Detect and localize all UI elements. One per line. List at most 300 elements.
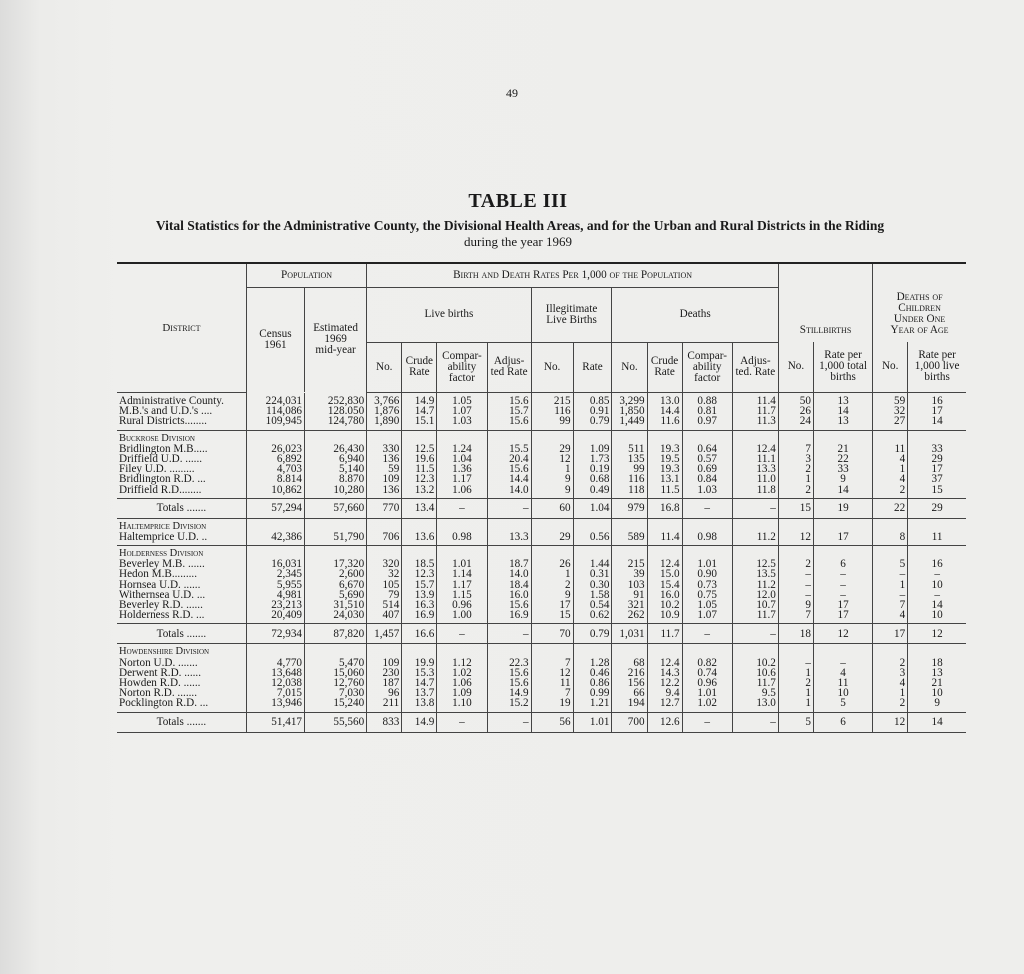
table-cell: 14.7 <box>414 404 435 417</box>
table-cell: 96 <box>388 687 400 700</box>
table-cell: 5,690 <box>339 588 365 601</box>
table-cell: 12.2 <box>660 676 680 689</box>
header-estimated: Estimated 1969 mid-year <box>305 287 367 392</box>
totals-cell: – <box>732 498 778 518</box>
table-cell: – <box>805 578 811 591</box>
table-cell: 20.4 <box>509 452 529 465</box>
table-cell: 15.0 <box>660 568 680 581</box>
table-cell: 15.5 <box>509 442 529 455</box>
table-cell: 20,409 <box>271 609 303 622</box>
value-cell <box>531 644 573 712</box>
table-cell: 16 <box>931 558 943 571</box>
table-cell: 12.7 <box>660 697 680 710</box>
table-cell: 7 <box>805 442 811 455</box>
table-cell: 27 <box>894 414 906 427</box>
table-cell: 11 <box>559 676 571 689</box>
district-cell <box>117 430 246 498</box>
table-cell: 1 <box>899 578 906 591</box>
table-cell: 0.99 <box>589 687 610 700</box>
totals-cell: 1,457 <box>367 624 402 644</box>
table-cell: 12.3 <box>414 568 435 581</box>
table-cell: 24 <box>799 414 811 427</box>
section-block <box>117 644 966 712</box>
value-cell <box>487 393 531 431</box>
table-cell: 12.0 <box>756 588 776 601</box>
table-cell: 11.8 <box>756 483 776 496</box>
value-cell <box>682 518 732 545</box>
totals-cell: 87,820 <box>305 624 367 644</box>
header-child-deaths: Deaths of Children Under One Year of Age <box>873 263 966 342</box>
section-block <box>117 518 966 545</box>
table-cell: 1.12 <box>452 656 472 669</box>
vital-statistics-table <box>117 262 966 733</box>
table-cell: – <box>899 568 906 581</box>
district-name: Filey U.D. ......... <box>119 463 195 476</box>
table-cell: 29 <box>931 452 943 465</box>
table-cell: 8.814 <box>276 473 303 486</box>
table-cell: 224,031 <box>265 394 303 407</box>
table-cell: 0.98 <box>697 530 717 543</box>
section-block <box>117 393 966 431</box>
table-cell: 1.17 <box>452 578 472 591</box>
totals-cell: 1.01 <box>573 712 612 732</box>
table-cell: 14.7 <box>414 676 435 689</box>
value-cell <box>402 644 437 712</box>
table-cell: 26,430 <box>333 442 365 455</box>
value-cell <box>305 393 367 431</box>
header-il-rate: Rate <box>573 342 612 392</box>
totals-cell: – <box>732 624 778 644</box>
district-cell <box>117 644 246 712</box>
table-cell: – <box>840 656 846 669</box>
table-cell: 6 <box>840 558 846 571</box>
header-population: Population <box>246 263 366 287</box>
table-cell: 194 <box>627 697 645 710</box>
table-cell: – <box>840 588 846 601</box>
district-name: Norton R.D. ....... <box>119 687 198 700</box>
value-cell <box>778 430 813 498</box>
table-cell: 0.54 <box>589 599 610 611</box>
table-cell: 1,850 <box>619 404 645 417</box>
table-cell: 1.05 <box>452 394 472 407</box>
table-cell: 19.9 <box>414 656 435 669</box>
header-census: Census 1961 <box>246 287 304 392</box>
totals-cell: 55,560 <box>305 712 367 732</box>
value-cell <box>573 430 612 498</box>
table-cell: 21 <box>837 442 849 455</box>
table-cell: 33 <box>837 463 849 476</box>
totals-cell: 22 <box>873 498 908 518</box>
totals-cell: 833 <box>367 712 402 732</box>
table-cell: 59 <box>388 463 400 476</box>
table-cell: 22 <box>837 452 849 465</box>
table-cell: – <box>840 578 846 591</box>
header-live-births: Live births <box>367 287 531 342</box>
value-cell <box>487 430 531 498</box>
table-cell: 1.36 <box>452 463 472 476</box>
totals-cell: 57,660 <box>305 498 367 518</box>
value-cell <box>647 430 682 498</box>
value-cell <box>246 546 304 624</box>
division-heading: Howdenshire Division <box>119 646 210 658</box>
value-cell <box>402 546 437 624</box>
table-cell: 1 <box>899 463 906 476</box>
table-cell: 5,955 <box>276 578 303 591</box>
table-cell: 16.0 <box>509 588 529 601</box>
table-cell: 12.3 <box>414 473 435 486</box>
section-block <box>117 546 966 624</box>
table-cell: 0.49 <box>589 483 610 496</box>
table-cell: 128.050 <box>327 404 365 417</box>
value-cell <box>732 644 778 712</box>
table-cell: 15.3 <box>414 666 435 679</box>
header-rates: Birth and Death Rates Per 1,000 of the Population <box>367 263 779 287</box>
district-name: Beverley R.D. ...... <box>119 599 203 611</box>
division-heading: Haltemprice Division <box>119 520 207 532</box>
table-cell: 9 <box>565 483 571 496</box>
table-cell: 14.0 <box>509 483 529 496</box>
table-cell: – <box>840 568 846 581</box>
value-cell <box>778 518 813 545</box>
table-cell: 13.3 <box>756 463 776 476</box>
totals-cell: 72,934 <box>246 624 304 644</box>
table-cell: 12.4 <box>660 656 680 669</box>
table-cell: 156 <box>627 676 645 689</box>
district-name: Administrative County. <box>119 395 224 407</box>
table-cell: 18.7 <box>509 558 529 571</box>
table-cell: 0.86 <box>589 676 610 689</box>
table-cell: 13 <box>931 666 943 679</box>
table-cell: 3 <box>805 452 811 465</box>
table-cell: 15.1 <box>414 414 435 427</box>
totals-cell: 14.9 <box>402 712 437 732</box>
table-cell: 2 <box>805 463 811 476</box>
table-cell: 1.02 <box>452 666 472 679</box>
table-cell: 0.31 <box>589 568 610 581</box>
value-cell <box>367 430 402 498</box>
value-cell <box>682 644 732 712</box>
table-cell: 13.5 <box>756 568 776 581</box>
table-cell: 13.1 <box>660 473 680 486</box>
totals-cell: 14 <box>908 712 966 732</box>
table-cell: 15.6 <box>509 666 529 679</box>
table-cell: 4 <box>899 452 906 465</box>
table-cell: 1.24 <box>452 442 472 455</box>
table-cell: 1 <box>805 687 811 700</box>
header-lb-adjusted: Adjus- ted Rate <box>487 342 531 392</box>
page-number: 49 <box>506 86 518 100</box>
table-cell: 99 <box>633 463 645 476</box>
table-cell: 1.03 <box>697 483 717 496</box>
table-cell: 1.05 <box>697 599 717 611</box>
table-cell: 105 <box>382 578 400 591</box>
table-cell: 2 <box>805 676 811 689</box>
table-cell: 11.5 <box>415 463 435 476</box>
totals-label: Totals ....... <box>117 712 246 732</box>
table-cell: 2 <box>899 483 906 496</box>
table-cell: 330 <box>382 442 400 455</box>
header-district: District <box>117 263 246 392</box>
table-cell: 4,703 <box>276 463 303 476</box>
totals-cell: 18 <box>778 624 813 644</box>
table-cell: 1.44 <box>589 558 610 571</box>
table-cell: 13.2 <box>414 483 435 496</box>
district-name: Haltemprice U.D. .. <box>119 530 208 543</box>
district-name: Bridlington M.B..... <box>119 442 208 455</box>
table-cell: 706 <box>382 530 400 543</box>
table-cell: 2,345 <box>276 568 303 581</box>
table-cell: 15.7 <box>414 578 435 591</box>
table-cell: 2 <box>565 578 571 591</box>
table-cell: 4 <box>899 609 906 622</box>
table-subtitle-period: during the year 1969 <box>464 234 572 249</box>
table-cell: 1.58 <box>589 588 610 601</box>
district-name: Withernsea U.D. ... <box>119 588 206 601</box>
value-cell <box>682 430 732 498</box>
table-cell: 12,760 <box>333 676 365 689</box>
table-cell: 215 <box>627 558 645 571</box>
table-cell: 16.3 <box>414 599 435 611</box>
header-lb-no: No. <box>367 342 402 392</box>
table-cell: 1.06 <box>452 676 472 689</box>
table-cell: 10.2 <box>660 599 680 611</box>
value-cell <box>873 546 908 624</box>
table-cell: 1,449 <box>619 414 645 427</box>
table-cell: 0.85 <box>589 394 610 407</box>
table-cell: 1.17 <box>452 473 472 486</box>
value-cell <box>813 430 872 498</box>
table-cell: 68 <box>633 656 645 669</box>
value-cell <box>908 430 966 498</box>
totals-cell: 57,294 <box>246 498 304 518</box>
totals-cell: 17 <box>873 624 908 644</box>
district-name: Rural Districts........ <box>119 415 207 428</box>
table-cell: 29 <box>559 530 571 543</box>
table-cell: 1.07 <box>697 609 717 622</box>
value-cell <box>487 546 531 624</box>
table-cell: 11.6 <box>660 414 680 427</box>
table-cell: 15.6 <box>509 676 529 689</box>
table-cell: 0.69 <box>697 463 717 476</box>
table-cell: 1.01 <box>697 558 717 571</box>
totals-label: Totals ....... <box>117 498 246 518</box>
table-cell: 10.2 <box>756 656 776 669</box>
table-cell: 16,031 <box>271 558 303 571</box>
header-d-comparability: Compar- ability factor <box>682 342 732 392</box>
table-cell: 23,213 <box>271 599 303 611</box>
value-cell <box>647 546 682 624</box>
totals-cell: 11.7 <box>647 624 682 644</box>
table-cell: 5,470 <box>339 656 365 669</box>
table-cell: 116 <box>554 404 571 417</box>
table-cell: 17,320 <box>333 558 365 571</box>
value-cell <box>437 518 487 545</box>
table-cell: 0.98 <box>452 530 472 543</box>
table-cell: 18.4 <box>509 578 529 591</box>
table-cell: 19.6 <box>414 452 435 465</box>
value-cell <box>367 393 402 431</box>
value-cell <box>367 644 402 712</box>
table-cell: 1 <box>565 463 571 476</box>
table-cell: 14 <box>837 483 849 496</box>
value-cell <box>573 393 612 431</box>
table-cell: 9.4 <box>665 687 680 700</box>
value-cell <box>908 518 966 545</box>
table-cell: 16 <box>931 394 943 407</box>
table-cell: 11.4 <box>660 530 680 543</box>
table-cell: 211 <box>382 697 400 710</box>
table-cell: 116 <box>628 473 645 486</box>
table-cell: – <box>805 568 811 581</box>
header-d-crude-rate: Crude Rate <box>647 342 682 392</box>
totals-cell: – <box>487 624 531 644</box>
table-cell: 11 <box>837 676 849 689</box>
totals-cell: 12 <box>873 712 908 732</box>
table-cell: 0.75 <box>697 588 717 601</box>
table-cell: 0.88 <box>697 394 717 407</box>
table-cell: 4,981 <box>276 588 303 601</box>
table-cell: 50 <box>799 394 811 407</box>
value-cell <box>487 518 531 545</box>
table-cell: 1.10 <box>452 697 472 710</box>
table-cell: 0.84 <box>697 473 717 486</box>
header-lb-comparability: Compar- ability factor <box>437 342 487 392</box>
table-cell: 15.6 <box>509 414 529 427</box>
table-cell: 33 <box>931 442 943 455</box>
value-cell <box>908 546 966 624</box>
table-cell: 0.82 <box>697 656 717 669</box>
table-cell: 12,038 <box>271 676 303 689</box>
table-cell: 66 <box>633 687 645 700</box>
table-cell: 15.2 <box>509 697 529 710</box>
table-cell: 114,086 <box>266 404 303 417</box>
table-cell: 9.5 <box>761 687 776 700</box>
table-cell: 79 <box>388 588 400 601</box>
table-cell: 11 <box>931 530 943 543</box>
table-cell: 11.4 <box>756 394 776 407</box>
table-cell: 12.5 <box>756 558 776 571</box>
table-cell: 1.02 <box>697 697 717 710</box>
value-cell <box>246 644 304 712</box>
header-cd-no: No. <box>873 342 908 392</box>
table-cell: 32 <box>388 568 400 581</box>
table-cell: 7,030 <box>339 687 365 700</box>
table-cell: 11.5 <box>660 483 680 496</box>
table-cell: 22.3 <box>509 656 529 669</box>
header-illegitimate: Illegitimate Live Births <box>531 287 612 342</box>
table-cell: 14.3 <box>660 666 680 679</box>
value-cell <box>732 518 778 545</box>
table-cell: 19.5 <box>660 452 680 465</box>
table-cell: 0.68 <box>589 473 610 486</box>
value-cell <box>573 518 612 545</box>
table-cell: 0.79 <box>589 414 610 427</box>
district-name: Beverley M.B. ...... <box>119 558 205 571</box>
table-cell: 17 <box>931 404 943 417</box>
table-cell: 99 <box>559 414 571 427</box>
district-name: Derwent R.D. ...... <box>119 666 202 679</box>
table-cell: 11.2 <box>756 578 776 591</box>
totals-cell: 0.79 <box>573 624 612 644</box>
table-cell: 6,940 <box>339 452 365 465</box>
value-cell <box>367 518 402 545</box>
table-cell: 5 <box>840 697 846 710</box>
table-cell: 10.9 <box>660 609 680 622</box>
value-cell <box>647 518 682 545</box>
table-cell: 109 <box>382 473 400 486</box>
district-name: Driffield U.D. ...... <box>119 452 203 465</box>
table-cell: 59 <box>894 394 906 407</box>
totals-cell: 56 <box>531 712 573 732</box>
header-deaths: Deaths <box>612 287 778 342</box>
table-cell: 1 <box>805 473 811 486</box>
table-cell: 1.01 <box>697 687 717 700</box>
table-cell: 10 <box>931 609 943 622</box>
table-cell: 16.9 <box>509 609 529 622</box>
table-cell: 15.7 <box>509 404 529 417</box>
table-cell: 1.09 <box>452 687 472 700</box>
table-cell: 4 <box>840 666 846 679</box>
table-cell: 135 <box>627 452 645 465</box>
value-cell <box>437 546 487 624</box>
totals-cell: – <box>487 712 531 732</box>
value-cell <box>778 644 813 712</box>
value-cell <box>305 546 367 624</box>
table-cell: 0.90 <box>697 568 717 581</box>
table-cell: 15.4 <box>660 578 680 591</box>
value-cell <box>873 518 908 545</box>
table-cell: 10,280 <box>333 483 365 496</box>
table-cell: 15 <box>931 483 943 496</box>
totals-cell: 16.8 <box>647 498 682 518</box>
table-cell: 39 <box>633 568 645 581</box>
table-cell: 6,670 <box>339 578 365 591</box>
table-cell: 13 <box>837 394 849 407</box>
value-cell <box>612 518 647 545</box>
table-cell: 17 <box>837 609 849 622</box>
table-cell: 5 <box>899 558 906 571</box>
value-cell <box>305 430 367 498</box>
table-cell: 109,945 <box>265 414 303 427</box>
table-cell: 187 <box>382 676 400 689</box>
totals-cell: 12 <box>908 624 966 644</box>
table-cell: 10.7 <box>756 599 776 611</box>
table-cell: 15 <box>559 609 571 622</box>
table-cell: 31,510 <box>333 599 365 611</box>
table-cell: 14 <box>931 599 943 611</box>
district-name: Hedon M.B......... <box>119 568 198 581</box>
totals-cell: – <box>437 624 487 644</box>
value-cell <box>573 644 612 712</box>
table-cell: 118 <box>628 483 645 496</box>
table-cell: 18 <box>931 656 943 669</box>
value-cell <box>908 644 966 712</box>
table-cell: 14.4 <box>509 473 529 486</box>
table-cell: 32 <box>894 404 906 417</box>
totals-cell: 1,031 <box>612 624 647 644</box>
table-cell: 2 <box>899 697 906 710</box>
district-name: M.B.'s and U.D.'s .... <box>119 405 213 418</box>
table-cell: – <box>805 588 811 601</box>
totals-label: Totals ....... <box>117 624 246 644</box>
table-cell: 514 <box>382 599 400 611</box>
district-name: Driffield R.D........ <box>119 483 202 496</box>
table-cell: 15.6 <box>509 463 529 476</box>
table-cell: 6,892 <box>276 452 303 465</box>
table-cell: 18.5 <box>414 558 435 571</box>
value-cell <box>305 644 367 712</box>
table-cell: 9 <box>934 697 940 710</box>
